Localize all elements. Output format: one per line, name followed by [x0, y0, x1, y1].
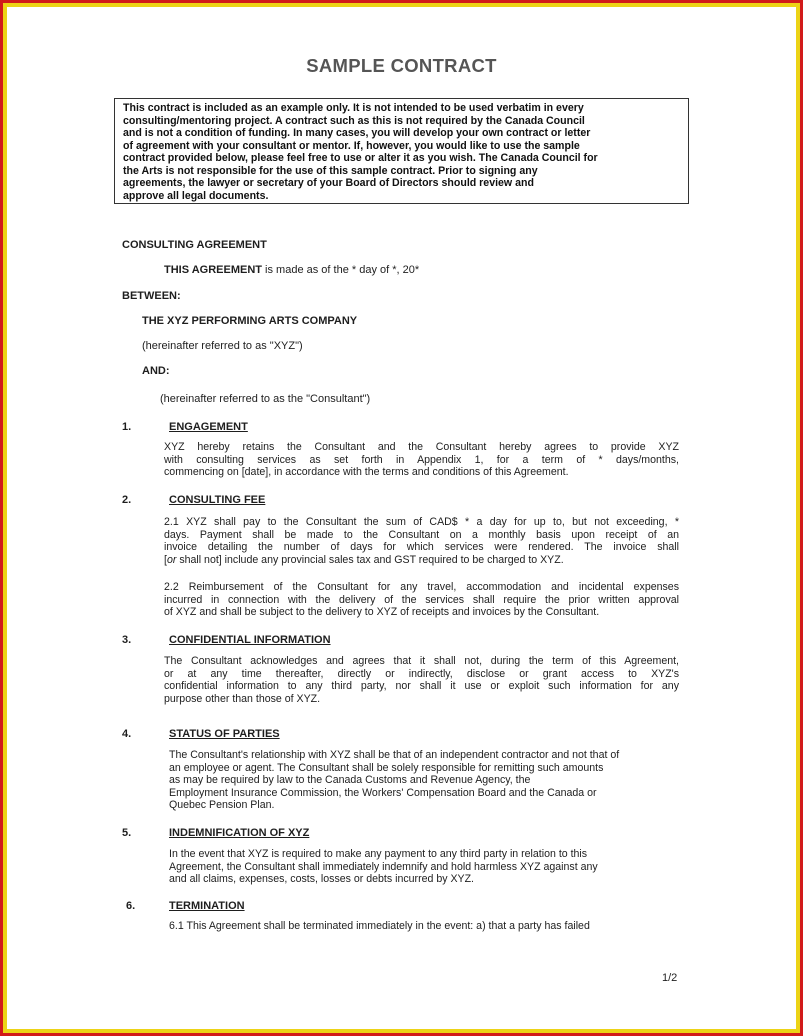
body-line: invoice detailing the number of days for which services were rendered. The invoice shall: [164, 541, 679, 554]
agreement-intro-rest: is made as of the * day of *, 20*: [262, 264, 420, 276]
disclaimer-line: the Arts is not responsible for the use of this sample contract. Prior to signing any: [123, 164, 538, 177]
party-two-reference: (hereinafter referred to as the "Consultant"): [160, 393, 371, 405]
body-line: or at any time thereafter, directly or indirectly, disclose or grant access to XYZ's: [164, 667, 679, 680]
body-line: days. Payment shall be made to the Consultant on a monthly basis upon receipt of an: [164, 528, 679, 541]
section-heading-consulting-fee: CONSULTING FEE: [169, 494, 266, 506]
section-heading-indemnification: INDEMNIFICATION OF XYZ: [169, 827, 310, 839]
agreement-heading: CONSULTING AGREEMENT: [122, 239, 267, 251]
body-line: incurred in connection with the delivery of the services shall require the prior written approval: [164, 593, 679, 606]
agreement-intro-bold: THIS AGREEMENT: [164, 264, 262, 276]
body-line: commencing on [date], in accordance with the terms and conditions of this Agreement.: [164, 466, 569, 479]
disclaimer-line: This contract is included as an example only. It is not intended to be used verbatim in every: [123, 102, 584, 114]
body-line: and all claims, expenses, costs, losses or debts incurred by XYZ.: [169, 873, 474, 886]
body-line: with consulting services as set forth in Appendix 1, for a term of * days/months,: [164, 453, 679, 466]
party-one-name: THE XYZ PERFORMING ARTS COMPANY: [142, 315, 358, 327]
body-line-rest: shall not] include any provincial sales tax and GST required to be charged to XYZ.: [176, 553, 564, 566]
section-6-body: [169, 920, 684, 933]
disclaimer-line: agreements, the lawyer or secretary of your Board of Directors should review and: [123, 177, 534, 190]
page-title: SAMPLE CONTRACT: [306, 55, 497, 76]
section-heading-termination: TERMINATION: [169, 900, 245, 912]
disclaimer-line: contract provided below, please feel free to use or alter it as you wish. The Canada Council for: [123, 152, 598, 165]
page-number: 1/2: [662, 972, 678, 984]
section-3-body: [164, 655, 679, 705]
section-heading-status-of-parties: STATUS OF PARTIES: [169, 728, 280, 740]
between-label: BETWEEN:: [122, 290, 181, 302]
body-line: of XYZ and shall be subject to the delivery to XYZ of receipts and invoices by the Consultant.: [164, 606, 600, 619]
section-number: 6.: [126, 900, 136, 912]
section-2-1-body: [164, 516, 679, 566]
body-line: [164, 554, 679, 567]
section-heading-engagement: ENGAGEMENT: [169, 421, 248, 433]
and-label: AND:: [142, 365, 170, 377]
body-line: In the event that XYZ is required to make any payment to any third party in relation to this: [169, 848, 588, 860]
section-number: 1.: [122, 421, 132, 433]
section-5-body: [169, 848, 684, 886]
section-number: 4.: [122, 728, 132, 740]
disclaimer-line: consulting/mentoring project. A contract such as this is not required by the Canada Council: [123, 114, 585, 127]
body-line: 2.1 XYZ shall pay to the Consultant the sum of CAD$ * a day for up to, but not exceeding, *: [164, 516, 679, 528]
section-4-body: [169, 749, 684, 812]
section-number: 2.: [122, 494, 132, 506]
body-line: Agreement, the Consultant shall immediately indemnify and hold harmless XYZ against any: [169, 860, 598, 873]
section-1-body: [164, 441, 679, 479]
body-line: an employee or agent. The Consultant shall be solely responsible for remitting such amounts: [169, 761, 604, 774]
party-one-reference: (hereinafter referred to as "XYZ"): [142, 340, 303, 352]
bracket-open: [: [164, 553, 167, 566]
body-line: Quebec Pension Plan.: [169, 799, 275, 812]
body-line: The Consultant's relationship with XYZ shall be that of an independent contractor and not that of: [169, 749, 620, 761]
disclaimer-line: approve all legal documents.: [123, 189, 269, 202]
section-heading-confidential-information: CONFIDENTIAL INFORMATION: [169, 634, 331, 646]
section-number: 5.: [122, 827, 132, 839]
disclaimer-line: of agreement with your consultant or mentor. If, however, you would like to use the sample: [123, 139, 580, 152]
agreement-intro: [164, 264, 419, 277]
body-line: confidential information to any third party, nor shall it use or exploit such information for any: [164, 680, 679, 693]
body-line: 6.1 This Agreement shall be terminated immediately in the event: a) that a party has failed: [169, 920, 590, 932]
italic-or: or: [166, 553, 177, 566]
body-line: as may be required by law to the Canada Customs and Revenue Agency, the: [169, 774, 531, 787]
section-2-2-body: [164, 581, 679, 619]
body-line: The Consultant acknowledges and agrees that it shall not, during the term of this Agreement,: [164, 655, 679, 667]
body-line: 2.2 Reimbursement of the Consultant for any travel, accommodation and incidental expenses: [164, 581, 679, 593]
body-line: purpose other than those of XYZ.: [164, 692, 321, 705]
disclaimer-line: and is not a condition of funding. In many cases, you will develop your own contract or letter: [123, 127, 591, 140]
body-line: XYZ hereby retains the Consultant and the Consultant hereby agrees to provide XYZ: [164, 441, 679, 453]
document-page: [7, 7, 796, 1029]
section-number: 3.: [122, 634, 132, 646]
disclaimer-box: [114, 98, 689, 204]
body-line: Employment Insurance Commission, the Workers' Compensation Board and the Canada or: [169, 786, 597, 799]
